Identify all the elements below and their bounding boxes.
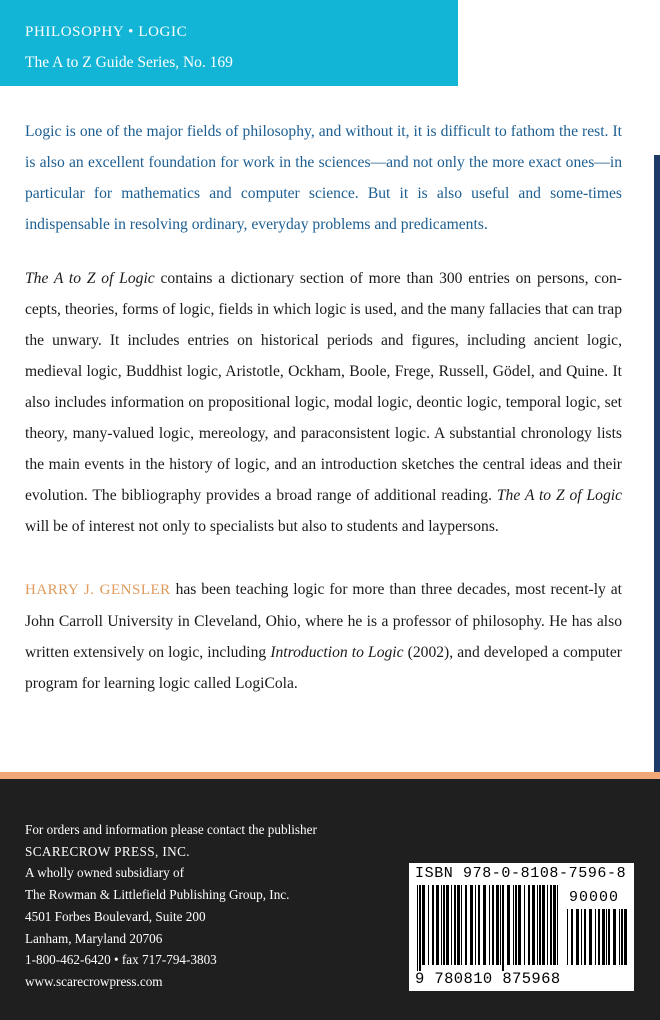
author-text-end: (2002), and developed a computer program for learning logic called LogiCola. bbox=[25, 644, 622, 692]
barcode-number: 9 780810 875968 bbox=[415, 970, 561, 988]
barcode-bar bbox=[496, 885, 499, 965]
barcode-bar bbox=[454, 885, 456, 965]
barcode-bar bbox=[417, 885, 418, 971]
barcode-bar bbox=[422, 885, 425, 965]
accent-bar bbox=[0, 772, 660, 779]
barcode-bar bbox=[513, 885, 514, 965]
barcode-bar bbox=[451, 885, 452, 965]
author-text: has been teaching logic for more than three decades, most recent-ly at John Carroll University in Cleveland, Ohio, where he is a professor of philosophy. He has also written extensively on logic, including bbox=[25, 581, 622, 661]
address-line-1: 4501 Forbes Boulevard, Suite 200 bbox=[25, 908, 206, 924]
author-name: HARRY J. GENSLER bbox=[25, 582, 171, 598]
barcode-bar bbox=[557, 885, 558, 965]
barcode-bar bbox=[507, 885, 510, 965]
publisher-contact bbox=[25, 819, 317, 993]
series-label: The A to Z Guide Series, No. 169 bbox=[25, 54, 233, 71]
author-book-title: Introduction to Logic bbox=[270, 644, 404, 661]
barcode-bar bbox=[489, 885, 490, 965]
author-paragraph bbox=[25, 574, 622, 699]
barcode-bar bbox=[441, 885, 442, 965]
barcode-bar bbox=[518, 885, 521, 965]
barcode-bar bbox=[457, 885, 460, 965]
book-title-repeat: The A to Z of Logic bbox=[496, 487, 623, 504]
phone-fax: 1-800-462-6420 • fax 717-794-3803 bbox=[25, 952, 217, 968]
barcode-bar bbox=[470, 885, 473, 965]
barcode-bar bbox=[581, 909, 582, 965]
description-text: contains a dictionary section of more than 300 entries on persons, con-cepts, theories, forms of logic, fields in which logic is used, and the many fallacies that can trap the unwary. It includes entries on historical periods and figures, including ancient logic, medieval logic, Buddhist logic, Aristotle, Ockham, Boole, Frege, Russell, Gödel, and Quine. It also includes information on propositional logic, modal logic, deontic logic, temporal logic, set theory, many-valued logic, mereology, and paraconsistent logic. A substantial chronology lists the main events in the history of logic, and an introduction sketches the central ideas and their evolution. The bibliography provides a broad range of additional reading. bbox=[25, 270, 623, 504]
barcode-bar bbox=[608, 909, 610, 965]
barcode-bar bbox=[624, 909, 627, 965]
barcode-bar bbox=[567, 909, 568, 965]
barcode-bar bbox=[483, 885, 486, 965]
isbn-label: ISBN 978-0-8108-7596-8 bbox=[415, 865, 627, 882]
barcode-bar bbox=[595, 909, 596, 965]
barcode-bar bbox=[547, 885, 548, 965]
publisher-footer bbox=[0, 779, 660, 1020]
barcode-bar bbox=[475, 885, 476, 965]
barcode-bar bbox=[576, 909, 579, 965]
barcode-bar bbox=[436, 885, 439, 965]
barcode-bar bbox=[621, 909, 623, 965]
barcode-bar bbox=[598, 909, 600, 965]
barcode-bar bbox=[443, 885, 445, 965]
side-stripe-top bbox=[654, 0, 660, 155]
contact-intro: For orders and information please contact the publisher bbox=[25, 822, 317, 837]
intro-paragraph: Logic is one of the major fields of philosophy, and without it, it is difficult to fathom the rest. It is also an excellent foundation for work in the sciences—and not only the more exact ones—in particular for mathematics and computer science. But it is also useful and some-times indispensable in resolving ordinary, everyday problems and predicaments. bbox=[25, 123, 622, 233]
description-text-end: will be of interest not only to specialists but also to students and laypersons. bbox=[25, 518, 499, 535]
barcode-bar bbox=[500, 885, 501, 965]
barcode-bar bbox=[524, 885, 525, 965]
barcode-bar bbox=[432, 885, 434, 965]
barcode-bar bbox=[613, 909, 616, 965]
barcode-bar bbox=[542, 885, 545, 965]
barcode-panel bbox=[409, 863, 634, 991]
barcode-bar bbox=[553, 885, 556, 965]
barcode-bar bbox=[619, 909, 620, 965]
website-link[interactable]: www.scarecrowpress.com bbox=[25, 973, 163, 989]
parent-company: The Rowman & Littlefield Publishing Group, Inc. bbox=[25, 887, 290, 903]
book-title: The A to Z of Logic bbox=[25, 270, 155, 287]
barcode-bar bbox=[502, 885, 504, 971]
barcode-bar bbox=[584, 909, 586, 965]
side-stripe bbox=[654, 155, 660, 775]
barcode-bar bbox=[515, 885, 517, 965]
barcode-bar bbox=[537, 885, 538, 965]
barcode-bar bbox=[428, 885, 429, 965]
barcode-bar bbox=[550, 885, 552, 965]
barcode-bar bbox=[419, 885, 421, 971]
barcode-bar bbox=[446, 885, 449, 965]
barcode-bar bbox=[602, 909, 605, 965]
barcode-bar bbox=[465, 885, 467, 965]
barcode-bar bbox=[589, 909, 592, 965]
address-line-2: Lanham, Maryland 20706 bbox=[25, 930, 163, 946]
category-label: PHILOSOPHY • LOGIC bbox=[25, 24, 188, 40]
barcode-bar bbox=[528, 885, 530, 965]
barcode-bar bbox=[492, 885, 494, 965]
subsidiary-line: A wholly owned subsidiary of bbox=[25, 865, 184, 881]
category-header bbox=[0, 0, 458, 86]
barcode-bar bbox=[606, 909, 607, 965]
barcode-bar bbox=[539, 885, 541, 965]
barcode-bars-addon bbox=[567, 909, 627, 965]
description-paragraph bbox=[25, 263, 622, 542]
barcode-bar bbox=[478, 885, 480, 965]
barcode-bar bbox=[532, 885, 535, 965]
barcode-bar bbox=[571, 909, 573, 965]
barcode-bars-main bbox=[417, 885, 558, 971]
price-code: 90000 bbox=[569, 889, 620, 906]
publisher-name: SCARECROW PRESS, INC. bbox=[25, 843, 190, 859]
barcode-bar bbox=[461, 885, 462, 965]
